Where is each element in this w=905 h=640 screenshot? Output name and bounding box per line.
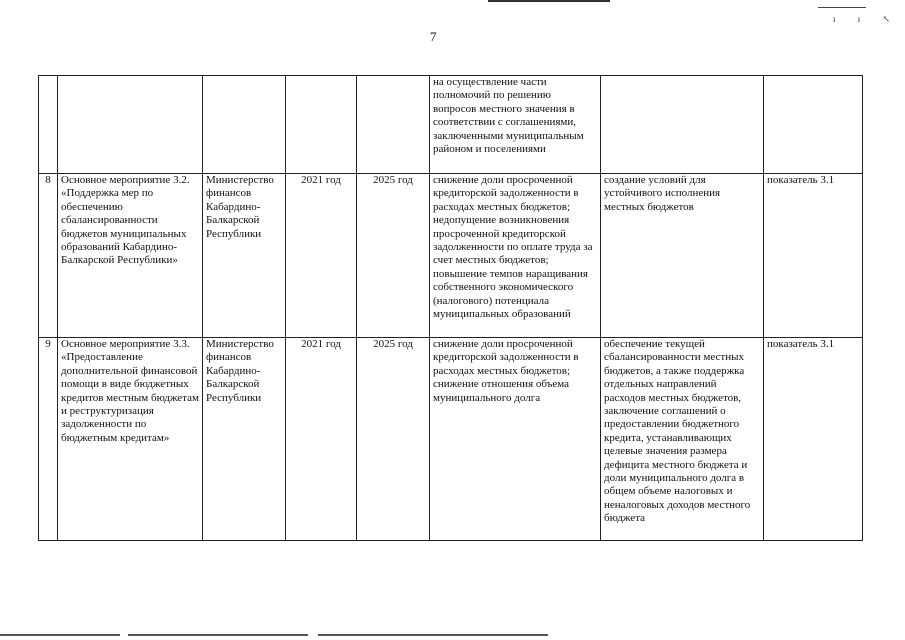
end-year-cell bbox=[357, 76, 430, 174]
scan-edge-line-bottom bbox=[318, 634, 548, 636]
executor-cell: Министерство финансов Кабардино-Балкарской Республики bbox=[203, 174, 286, 338]
start-year-cell: 2021 год bbox=[286, 174, 357, 338]
scan-edge-line-corner bbox=[818, 7, 866, 8]
start-year-cell: 2021 год bbox=[286, 338, 357, 541]
event-cell bbox=[58, 76, 203, 174]
consequence-cell bbox=[601, 76, 764, 174]
indicator-cell: показатель 3.1 bbox=[764, 174, 863, 338]
consequence-cell: создание условий для устойчивого исполнения местных бюджетов bbox=[601, 174, 764, 338]
expected-result-cell: снижение доли просроченной кредиторской задолженности в расходах местных бюджетов; снижение отношения объема муниципального долга bbox=[430, 338, 601, 541]
consequence-cell: обеспечение текущей сбалансированности местных бюджетов, а также поддержка отдельных направлений расходов местных бюджетов, заключение соглашений о предоставлении бюджетного кредита, устанавливающих целевые значения размера дефицита местного бюджета и доли муниципального долга в общем объеме налоговых и неналоговых доходов местного бюджета bbox=[601, 338, 764, 541]
program-events-table bbox=[38, 75, 863, 541]
indicator-cell: показатель 3.1 bbox=[764, 338, 863, 541]
event-cell: Основное мероприятие 3.2. «Поддержка мер по обеспечению сбалансированности бюджетов муниципальных образований Кабардино-Балкарской Республики» bbox=[58, 174, 203, 338]
row-number-cell: 9 bbox=[39, 338, 58, 541]
executor-cell bbox=[203, 76, 286, 174]
scan-edge-line-bottom bbox=[0, 634, 120, 636]
end-year-cell: 2025 год bbox=[357, 338, 430, 541]
table-row bbox=[39, 338, 863, 541]
page-number: 7 bbox=[430, 29, 437, 44]
row-number-cell bbox=[39, 76, 58, 174]
event-cell: Основное мероприятие 3.3. «Предоставление дополнительной финансовой помощи в виде бюджетных кредитов местным бюджетам и реструктуризация задолженности по бюджетным кредитам» bbox=[58, 338, 203, 541]
end-year-cell: 2025 год bbox=[357, 174, 430, 338]
scan-edge-line-bottom bbox=[128, 634, 308, 636]
row-number-cell: 8 bbox=[39, 174, 58, 338]
expected-result-cell: на осуществление части полномочий по решению вопросов местного значения в соответствии с соглашениями, заключенными муниципальным районом и поселениями bbox=[430, 76, 601, 174]
table-row bbox=[39, 174, 863, 338]
start-year-cell bbox=[286, 76, 357, 174]
expected-result-cell: снижение доли просроченной кредиторской задолженности в расходах местных бюджетов; недопущение возникновения просроченной кредиторской задолженности по оплате труда за счет местных бюджетов; повышение темпов наращивания собственного экономического (налогового) потенциала муниципальных образований bbox=[430, 174, 601, 338]
table-row bbox=[39, 76, 863, 174]
indicator-cell bbox=[764, 76, 863, 174]
scan-corner-marks: ı ı ↖ bbox=[833, 14, 901, 24]
scan-edge-line-top bbox=[488, 0, 610, 2]
executor-cell: Министерство финансов Кабардино-Балкарской Республики bbox=[203, 338, 286, 541]
